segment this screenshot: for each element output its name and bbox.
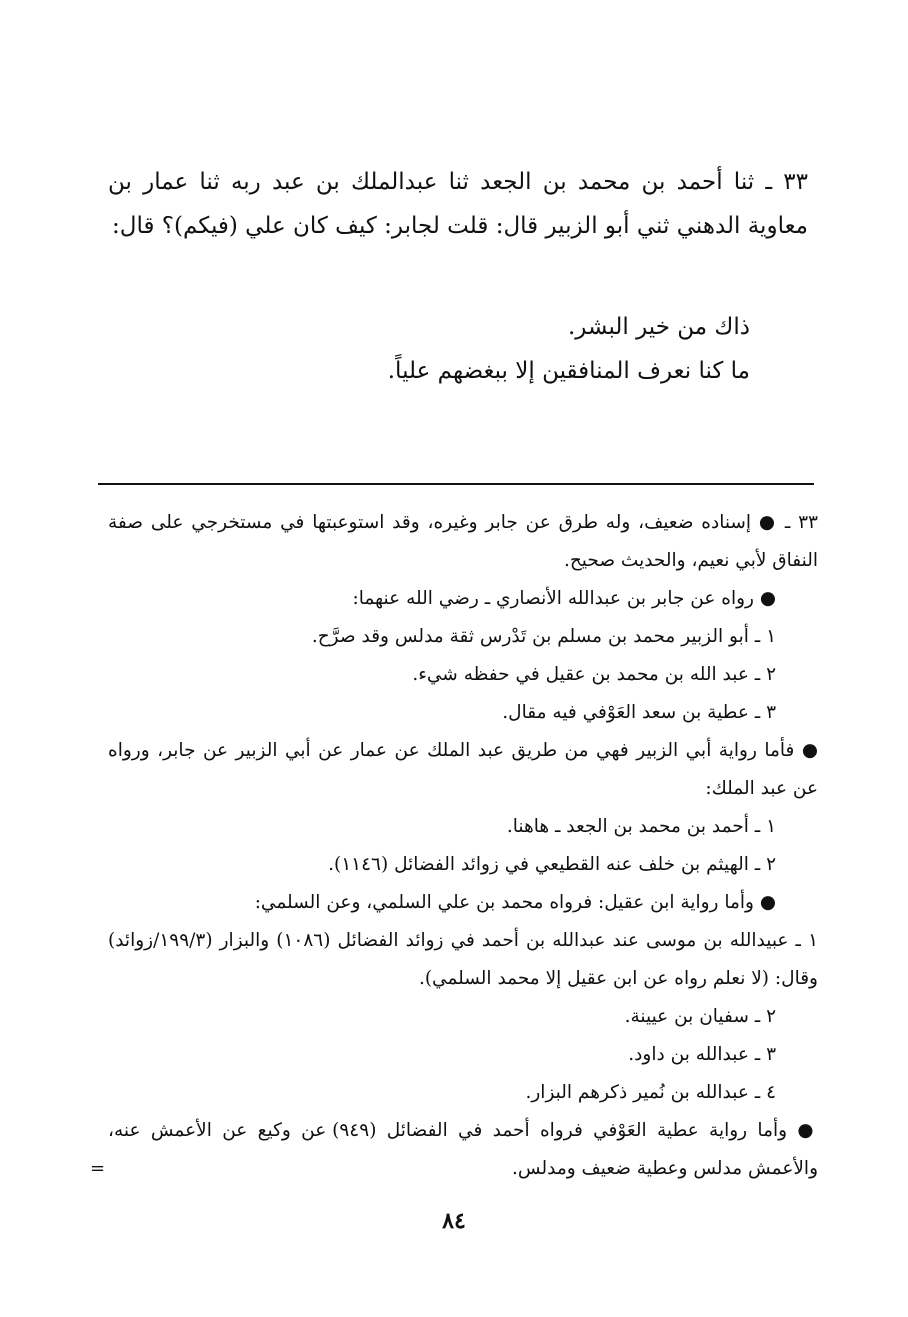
footnote-item: ٢ ـ الهيثم بن خلف عنه القطيعي في زوائد الفضائل (١١٤٦). (328, 854, 776, 875)
footnote-paragraph: ● فأما رواية أبي الزبير فهي من طريق عبد الملك عن عمار عن أبي الزبير عن جابر، ورواه عن عبد الملك: (108, 740, 818, 799)
footnote-paragraph: ● وأما رواية عطية العَوْفي فرواه أحمد في الفضائل (٩٤٩) عن وكيع عن الأعمش عنه، والأعمش مدلس وعطية ضعيف ومدلس. (108, 1120, 818, 1179)
footnote-item: ٣ ـ عطية بن سعد العَوْفي فيه مقال. (502, 702, 776, 723)
saying-line-1: ذاك من خير البشر. (567, 314, 750, 340)
footnote-item: ٢ ـ عبد الله بن محمد بن عقيل في حفظه شيء. (412, 664, 776, 685)
quoted-saying (150, 305, 750, 393)
footnote-paragraph: ● وأما رواية ابن عقيل: فرواه محمد بن علي السلمي، وعن السلمي: (254, 892, 776, 913)
footnote-item: ١ ـ عبيدالله بن موسى عند عبدالله بن أحمد في زوائد الفضائل (١٠٨٦) والبزار (١٩٩/٣/زوائد) وقال: (لا نعلم رواه عن ابن عقيل إلا محمد السلمي). (108, 930, 818, 989)
page-number: ٨٤ (442, 1208, 466, 1234)
footnotes (108, 504, 818, 1188)
footnote-narrators-heading: ● رواه عن جابر بن عبدالله الأنصاري ـ رضي الله عنهما: (352, 588, 776, 609)
footnote-item: ٤ ـ عبدالله بن نُمير ذكرهم البزار. (525, 1082, 776, 1103)
main-text (108, 160, 808, 248)
footnote-intro: ٣٣ ـ ● إسناده ضعيف، وله طرق عن جابر وغيره، وقد استوعبتها في مستخرجي على صفة النفاق لأبي نعيم، والحديث صحيح. (108, 512, 818, 571)
footnote-divider (98, 483, 814, 485)
hadith-paragraph: ٣٣ ـ ثنا أحمد بن محمد بن الجعد ثنا عبدالملك بن عبد ربه ثنا عمار بن معاوية الدهني ثني أبو الزبير قال: قلت لجابر: كيف كان علي (فيكم)؟ قال: (108, 169, 808, 239)
footnote-item: ٣ ـ عبدالله بن داود. (628, 1044, 776, 1065)
continuation-mark: = (90, 1158, 106, 1179)
footnote-item: ١ ـ أبو الزبير محمد بن مسلم بن تَدْرس ثقة مدلس وقد صرَّح. (311, 626, 776, 647)
saying-line-2: ما كنا نعرف المنافقين إلا ببغضهم علياً. (387, 358, 750, 384)
footnote-item: ١ ـ أحمد بن محمد بن الجعد ـ هاهنا. (506, 816, 776, 837)
footnote-item: ٢ ـ سفيان بن عيينة. (624, 1006, 776, 1027)
